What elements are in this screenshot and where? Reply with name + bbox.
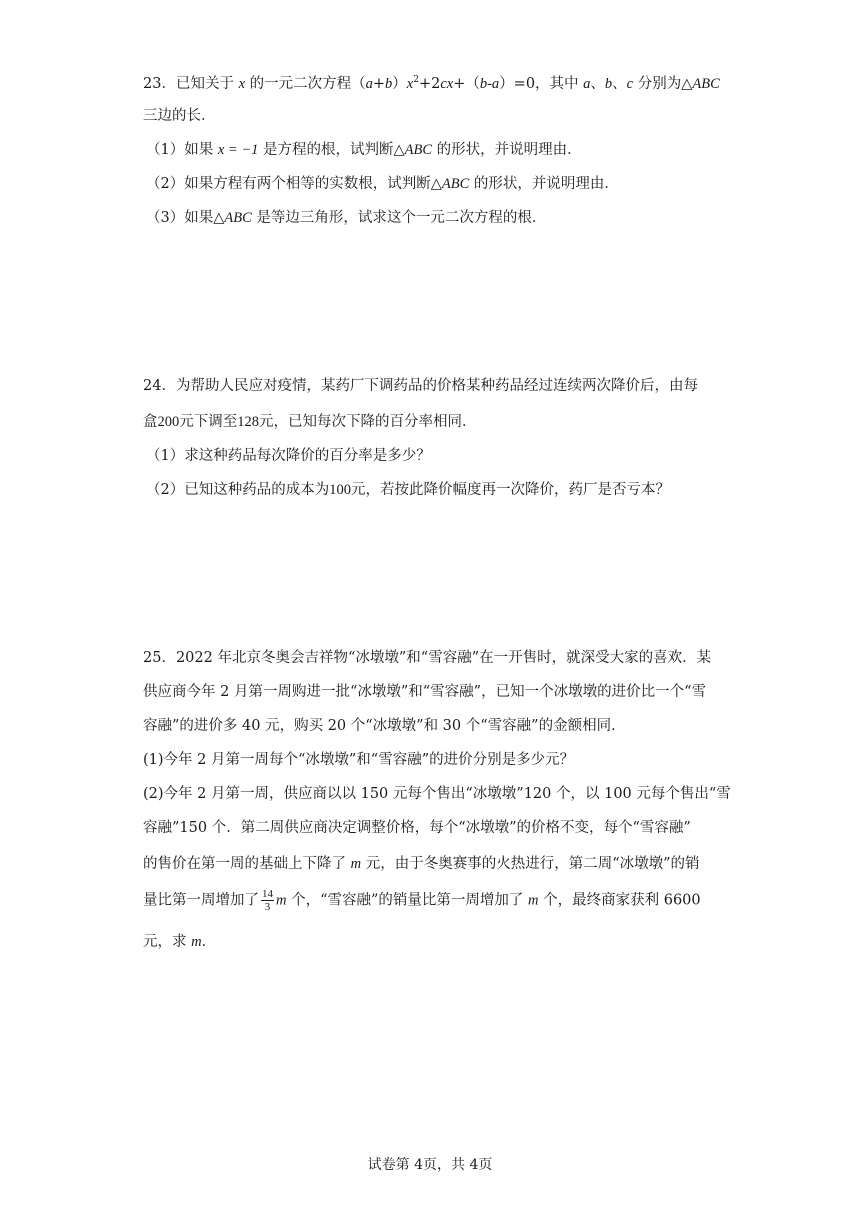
text: （2）已知这种药品的成本为	[146, 482, 330, 498]
var: x	[406, 76, 414, 92]
fraction-denominator: 3	[264, 901, 271, 913]
var: ABC	[441, 176, 470, 192]
text: 元，若按此降价幅度再一次降价，药厂是否亏本？	[350, 482, 670, 498]
text: （2）如果方程有两个相等的实数根，试判断△	[146, 176, 442, 192]
fraction-numerator: 14	[262, 888, 273, 900]
text: 元，已知每次下降的百分率相同．	[259, 414, 477, 430]
text: 是等边三角形，试求这个一元二次方程的根．	[251, 210, 547, 226]
q25-part-2-line-4	[143, 888, 701, 913]
q25-part-1: (1)今年 2 月第一周每个“冰墩墩”和“雪容融”的进价分别是多少元？	[143, 752, 575, 768]
text: （1）如果	[146, 142, 218, 158]
number: 200	[157, 414, 180, 430]
var: x	[238, 76, 245, 92]
q25-line-3: 容融”的进价多 40 元，购买 20 个“冰墩墩”和 30 个“雪容融”的金额相同．	[143, 718, 626, 734]
text: 、	[612, 76, 627, 92]
q25-part-2-line-1: (2)今年 2 月第一周，供应商以以 150 元每个售出“冰墩墩”120 个，以 100 元每个售出“雪	[143, 786, 731, 802]
text: 盒	[143, 414, 158, 430]
text: 个，“雪容融”的销量比第一周增加了	[286, 892, 529, 909]
text: +	[372, 76, 386, 92]
text: （3）如果△	[146, 210, 225, 226]
var: c	[626, 76, 634, 92]
text: 分别为△	[633, 76, 693, 92]
text: ．	[201, 934, 217, 950]
fraction	[261, 888, 274, 913]
q24-line-1: 24．为帮助人民应对疫情，某药厂下调药品的价格某种药品经过连续两次降价后，由每	[143, 378, 698, 394]
number: 128	[237, 414, 259, 430]
q23-line-2: 三边的长．	[143, 108, 216, 124]
text: 的形状，并说明理由．	[469, 176, 619, 192]
text: 元下调至	[179, 414, 238, 430]
q23-part-3	[146, 208, 546, 228]
q25-part-2-line-3	[143, 854, 700, 874]
q23-part-1	[146, 140, 582, 160]
text: 的一元二次方程（	[245, 76, 366, 92]
var: m	[350, 856, 362, 872]
var: ABC	[692, 76, 720, 92]
var: a	[365, 76, 373, 92]
q24-part-2	[146, 480, 670, 500]
text: 、	[590, 76, 605, 92]
equation: x = −1	[217, 142, 259, 158]
var: b	[385, 76, 393, 92]
var: m	[276, 892, 287, 909]
text: 元，由于冬奥赛事的火热进行，第二周“冰墩墩”的销	[361, 856, 700, 872]
text: 个，最终商家获利 6600	[538, 892, 701, 909]
text: ）	[392, 76, 407, 92]
var: ABC	[404, 142, 433, 158]
q25-part-2-line-5	[143, 932, 216, 952]
var: a	[583, 76, 591, 92]
text: 量比第一周增加了	[143, 892, 259, 909]
var: ABC	[224, 210, 252, 226]
text: +2	[418, 76, 441, 92]
var: cx	[440, 76, 454, 92]
var: m	[528, 892, 539, 909]
q23-part-2	[146, 174, 619, 194]
text: 23．已知关于	[143, 76, 239, 92]
q23-line-1	[143, 74, 720, 94]
page-footer: 试卷第 4页，共 4页	[367, 1157, 493, 1173]
exponent: 2	[413, 75, 419, 86]
q25-line-1: 25．2022 年北京冬奥会吉祥物“冰墩墩”和“雪容融”在一开售时，就深受大家的喜欢．某	[143, 650, 712, 666]
var: b-a	[479, 76, 500, 92]
number: 100	[329, 482, 351, 498]
q24-line-2	[143, 412, 477, 432]
var: b	[604, 76, 613, 92]
text: 元，求	[143, 934, 192, 950]
text: ）=0，其中	[499, 76, 584, 92]
var: m	[191, 934, 202, 950]
text: 是方程的根，试判断△	[258, 142, 405, 158]
q25-part-2-line-2: 容融”150 个．第二周供应商决定调整价格，每个“冰墩墩”的价格不变，每个“雪容融”	[143, 820, 691, 836]
text: 的售价在第一周的基础上下降了	[143, 856, 351, 872]
q25-line-2: 供应商今年 2 月第一周购进一批“冰墩墩”和“雪容融”，已知一个冰墩墩的进价比一个“雪	[143, 684, 707, 700]
text: +（	[453, 76, 480, 92]
q24-part-1: （1）求这种药品每次降价的百分率是多少？	[146, 448, 431, 464]
text: 的形状，并说明理由．	[432, 142, 582, 158]
